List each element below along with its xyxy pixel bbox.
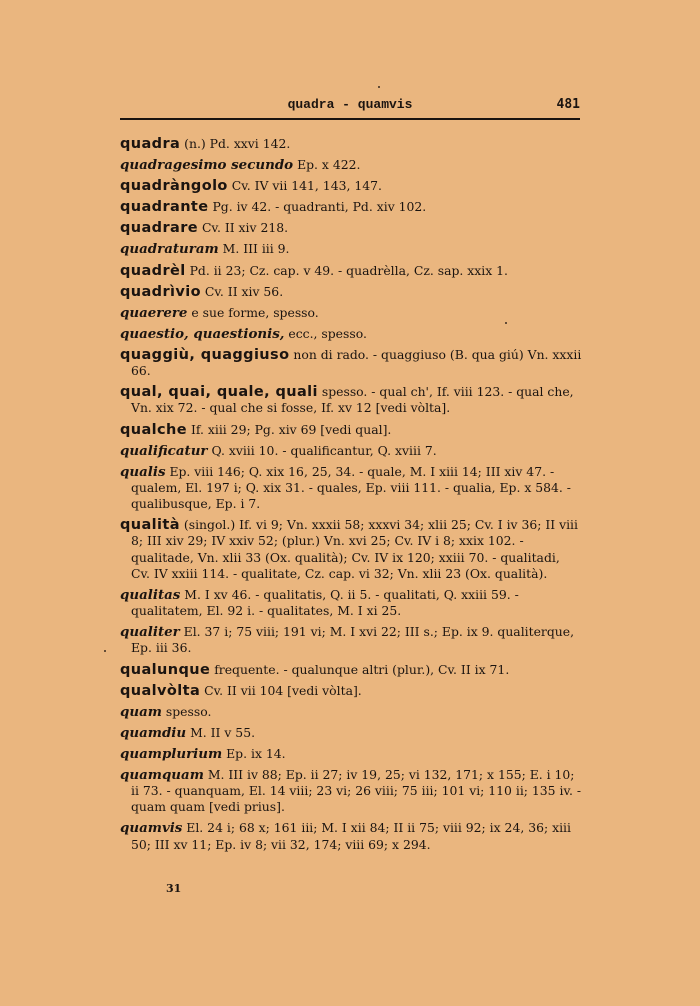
dictionary-entry [120,746,582,762]
entry-citations: M. III iii 9. [218,241,290,257]
entry-citations: spesso. - qual ch', If. viii 123. - qual che, Vn. xix 72. - qual che si fosse, If. xv 12 [vedi vòlta]. [131,384,574,416]
page-number: 481 [556,97,580,112]
speck [104,650,106,652]
entry-citations: Cv. II vii 104 [vedi vòlta]. [200,682,362,698]
entry-headword: quaerere [120,304,188,321]
dictionary-entry [120,263,582,279]
entry-headword: quadrante [120,199,209,216]
dictionary-entry [120,662,582,678]
dictionary-entry [120,624,582,656]
entry-headword: quaestio, quaestionis, [120,325,285,342]
dictionary-entry [120,241,582,257]
entry-headword: quadragesimo secundo [120,157,294,174]
entry-citations: Cv. II xiv 218. [198,220,289,236]
dictionary-entry [120,587,582,619]
dictionary-entry [120,443,582,459]
entry-headword: qualunque [120,661,211,678]
header-rule [120,118,580,120]
dictionary-entry [120,704,582,720]
running-header [120,97,580,117]
entry-citations: spesso. [161,703,212,719]
entry-citations: El. 37 i; 75 viii; 191 vi; M. I xvi 22; III s.; Ep. ix 9. qualiterque, Ep. iii 36. [131,624,575,656]
entry-citations: Q. xviii 10. - qualificantur, Q. xviii 7. [207,442,437,458]
entry-citations: frequente. - qualunque altri (plur.), Cv. II ix 71. [210,661,510,677]
dictionary-entry [120,517,582,582]
entry-citations: M. I xv 46. - qualitatis, Q. ii 5. - qualitati, Q. xxiii 59. - qualitatem, El. 92 i. - qualitates, M. I xi 25. [131,586,519,619]
entry-headword: quamquam [120,766,204,783]
entry-headword: qualiter [120,624,180,641]
entry-headword: qualis [120,463,166,480]
entry-headword: quadrare [120,220,198,237]
entry-headword: quaggiù, quaggiuso [120,346,290,363]
entry-headword: quadra [120,136,181,152]
dictionary-entry [120,820,582,852]
dictionary-entry [120,384,582,416]
dictionary-entry [120,683,582,699]
entry-citations: (singol.) If. vi 9; Vn. xxxii 58; xxxvi 34; xlii 25; Cv. I iv 36; II viii 8; III xiv 29; IV xxiv 52; (plur.) Vn. xvi 25; Cv. IV i 8; xxix 102. - qualitade, Vn. xlii 33 (Ox. qualità); Cv. IV ix 120; xxiii 70. - qualitadi, Cv. IV xxiii 114. - qualitate, Cz. cap. vi 32; Vn. xlii 23 (Ox. qualità). [131,517,578,581]
speck [505,322,507,324]
dictionary-entry [120,199,582,215]
dictionary-entry [120,305,582,321]
entry-citations: Cv. II xiv 56. [200,283,284,299]
entry-headword: qualificatur [120,442,208,459]
entry-citations: Ep. viii 146; Q. xix 16, 25, 34. - quale, M. I xiii 14; III xiv 47. - qualem, El. 197 i; Q. xix 31. - quales, Ep. viii 111. - qualia, Ep. x 584. - qualibusque, Ep. i 7. [131,463,571,512]
entry-headword: quamplurium [120,745,223,762]
entry-headword: qualità [120,517,180,534]
entry-headword: quadraturam [120,241,219,258]
header-title: quadra - quamvis [287,97,413,112]
dictionary-entry [120,464,582,513]
entry-headword: quadrìvio [120,283,201,300]
dictionary-entry [120,136,582,152]
entry-citations: Ep. ix 14. [222,745,286,761]
entry-citations: Ep. x 422. [293,157,361,173]
entry-headword: quamdiu [120,724,187,741]
printer-signature: 31 [166,882,182,895]
speck [378,86,380,88]
entry-list [120,136,582,858]
entry-citations: If. xiii 29; Pg. xiv 69 [vedi qual]. [187,421,392,437]
entry-citations: non di rado. - quaggiuso (B. qua giú) Vn. xxxii 66. [131,346,582,379]
dictionary-entry [120,220,582,236]
entry-citations: Pg. iv 42. - quadranti, Pd. xiv 102. [208,199,427,215]
entry-citations: El. 24 i; 68 x; 161 iii; M. I xii 84; II ii 75; viii 92; ix 24, 36; xiii 50; III xv 11; Ep. iv 8; vii 32, 174; viii 69; x 294. [131,820,571,852]
entry-citations: Cv. IV vii 141, 143, 147. [227,178,382,194]
dictionary-entry [120,422,582,438]
dictionary-entry [120,767,582,816]
dictionary-entry [120,347,582,379]
dictionary-entry [120,326,582,342]
entry-headword: qualvòlta [120,682,201,699]
entry-citations: (n.) Pd. xxvi 142. [180,136,291,151]
dictionary-entry [120,178,582,194]
dictionary-entry [120,284,582,300]
entry-citations: M. III iv 88; Ep. ii 27; iv 19, 25; vi 132, 171; x 155; E. i 10; ii 73. - quanquam, El. 14 viii; 23 vi; 26 viii; 75 iii; 101 vi; 110 ii; 135 iv. - quam quam [vedi prius]. [131,766,582,815]
entry-headword: quam [120,703,162,720]
entry-citations: Pd. ii 23; Cz. cap. v 49. - quadrèlla, Cz. sap. xxix 1. [185,262,508,278]
entry-citations: ecc., spesso. [284,325,367,341]
entry-headword: qual, quai, quale, quali [120,384,318,401]
entry-citations: e sue forme, spesso. [187,304,319,320]
entry-citations: M. II v 55. [186,724,256,740]
dictionary-entry [120,725,582,741]
entry-headword: quadrèl [120,262,186,279]
dictionary-entry [120,157,582,173]
entry-headword: qualche [120,421,188,438]
entry-headword: qualitas [120,586,181,603]
entry-headword: quadràngolo [120,178,228,195]
entry-headword: quamvis [120,820,183,837]
